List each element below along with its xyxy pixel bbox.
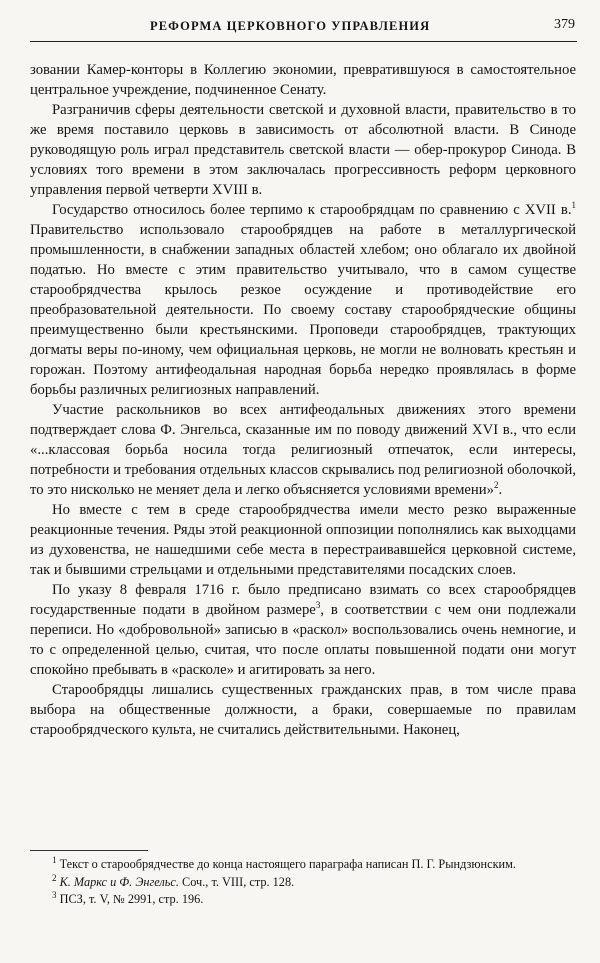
paragraph-text: Но вместе с тем в среде старообрядчества имели место резко выраженные реакционные течения. Ряды этой реакционной оппозиции пополнялись как выходцами из духовенства, не нашедшими себе места в перестраивавшейся церковной системе, так и бывшими стрельцами и отдельными представителями посадских слоев. (30, 502, 576, 578)
paragraph-text: , в соответствии с чем они подлежали переписи. Но «добровольной» записью в «раскол» воспользовались очень немногие, и то с определенной целью, считая, что после оплаты повышенной подати они могут спокойно пребывать в «расколе» и агитировать за него. (30, 602, 577, 678)
footnote (30, 874, 576, 892)
paragraph-text: По указу 8 февраля 1716 г. было предписано взимать со всех старообрядцев государственные подати в двойном размере (30, 582, 576, 618)
paragraph-text: Старообрядцы лишались существенных гражданских прав, в том числе права выбора на общественные должности, а браки, совершаемые по правилам старообрядческого культа, не считались действительными. Наконец, (30, 682, 576, 738)
paragraph-text: . (498, 482, 503, 498)
paragraph-text: Разграничив сферы деятельности светской и духовной власти, правительство в то же время поставило церковь в зависимость от абсолютной власти. В Синоде руководящую роль играл представитель светской власти — обер-прокурор Синода. В условиях того времени в этом заключалась прогрессивность реформ церковного управления первой четверти XVIII в. (30, 102, 576, 198)
footnote-text: Текст о старообрядчестве до конца настоящего параграфа написан П. Г. Рындзюнским. (56, 857, 516, 871)
paragraph (30, 500, 576, 580)
footnote-divider (30, 850, 148, 851)
paragraph-text: Государство относилось более терпимо к старообрядцам по сравнению с XVII в. (52, 202, 572, 218)
paragraph (30, 680, 576, 740)
footnote-marker: 1 (571, 200, 576, 211)
footnote-marker: 3 (315, 600, 321, 611)
paragraph-text: зовании Камер-конторы в Коллегию экономии, превратившуюся в самостоятельное центральное учреждение, подчиненное Сенату. (30, 62, 576, 98)
footnote-authors: К. Маркс и Ф. Энгельс. (56, 874, 179, 889)
running-title: РЕФОРМА ЦЕРКОВНОГО УПРАВЛЕНИЯ (150, 19, 431, 33)
footnote-text: Соч., т. VIII, стр. 128. (178, 874, 295, 889)
paragraph (30, 200, 576, 400)
paragraph (30, 100, 576, 200)
paragraph-text: Участие раскольников во всех антифеодальных движениях этого времени подтверждает слова Ф. Энгельса, сказанные им по поводу движений XVI в., что если «...классовая борьба носила тогда религиозный отпечаток, если интересы, потребности и требования отдельных классов скрывались под религиозной оболочкой, то это нисколько не меняет дела и легко объясняется условиями времени» (30, 402, 576, 498)
body-text (30, 60, 576, 740)
footnote-marker: 2 (494, 480, 499, 491)
running-header (30, 15, 577, 42)
footnote (30, 856, 576, 874)
footnote-number: 3 (52, 889, 57, 900)
paragraph (30, 400, 576, 500)
paragraph-text: Правительство использовало старообрядцев на работе в металлургической промышленности, в снабжении западных областей хлебом; оно облагало их двойной податью. Но вместе с этим правительство учитывало, что в самом существе старообрядчества крылось резкое осуждение и противодействие его преобразовательной деятельности. По своему составу старообрядческие общины преимущественно были крестьянскими. Проповеди старообрядцев, трактующих догматы веры по-иному, чем официальная церковь, не могли не волновать крестьян и горожан. Поэтому антифеодальная народная борьба нередко проявлялась в форме борьбы различных религиозных направлений. (30, 222, 576, 398)
footnote-text: ПСЗ, т. V, № 2991, стр. 196. (56, 892, 204, 906)
footnote-number: 2 (52, 872, 57, 883)
footnote (30, 891, 576, 909)
footnotes (30, 856, 576, 909)
paragraph (30, 60, 576, 100)
page-number: 379 (554, 17, 575, 32)
footnote-number: 1 (52, 854, 57, 865)
paragraph (30, 580, 576, 680)
